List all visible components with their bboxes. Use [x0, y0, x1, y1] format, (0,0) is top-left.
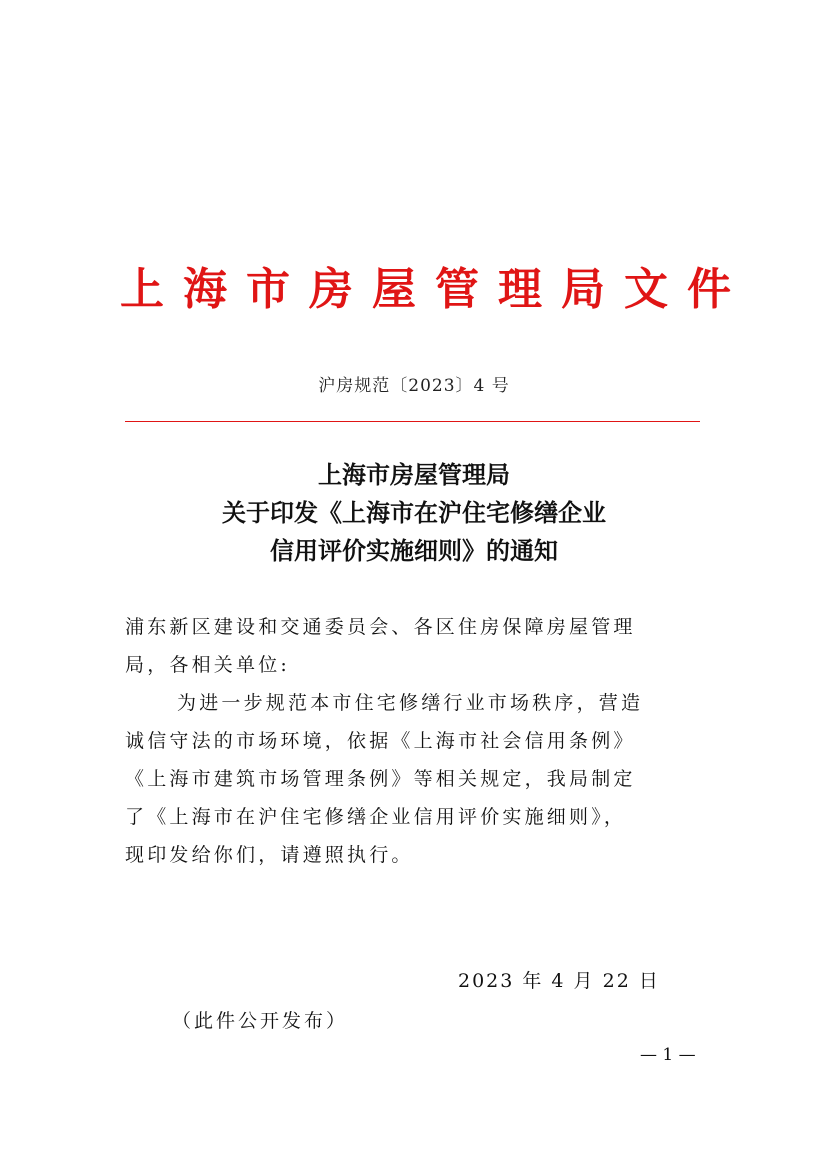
notice-body — [125, 608, 705, 874]
red-divider-line — [125, 421, 700, 422]
document-masthead: 上海市房屋管理局文件 — [120, 264, 750, 315]
paragraph-line-3: 《上海市建筑市场管理条例》等相关规定，我局制定 — [125, 768, 636, 790]
page-number: — 1 — — [640, 1045, 696, 1065]
notice-title-line-3: 信用评价实施细则》的通知 — [270, 536, 558, 565]
issue-date: 2023 年 4 月 22 日 — [458, 970, 660, 992]
notice-title-line-2: 关于印发《上海市在沪住宅修缮企业 — [222, 498, 606, 527]
notice-title-line-1: 上海市房屋管理局 — [318, 460, 510, 489]
document-number: 沪房规范〔2023〕4 号 — [318, 376, 510, 396]
addressee-line-2: 局，各相关单位: — [125, 654, 291, 676]
notice-title — [0, 456, 828, 570]
paragraph-line-2: 诚信守法的市场环境，依据《上海市社会信用条例》 — [125, 730, 636, 752]
paragraph-line-5: 现印发给你们，请遵照执行。 — [125, 844, 414, 866]
addressee-line-1: 浦东新区建设和交通委员会、各区住房保障房屋管理 — [125, 616, 636, 638]
paragraph-line-4: 了《上海市在沪住宅修缮企业信用评价实施细则》， — [125, 806, 627, 828]
publish-note: （此件公开发布） — [172, 1010, 349, 1032]
paragraph-line-1: 为进一步规范本市住宅修缮行业市场秩序，营造 — [177, 692, 644, 714]
